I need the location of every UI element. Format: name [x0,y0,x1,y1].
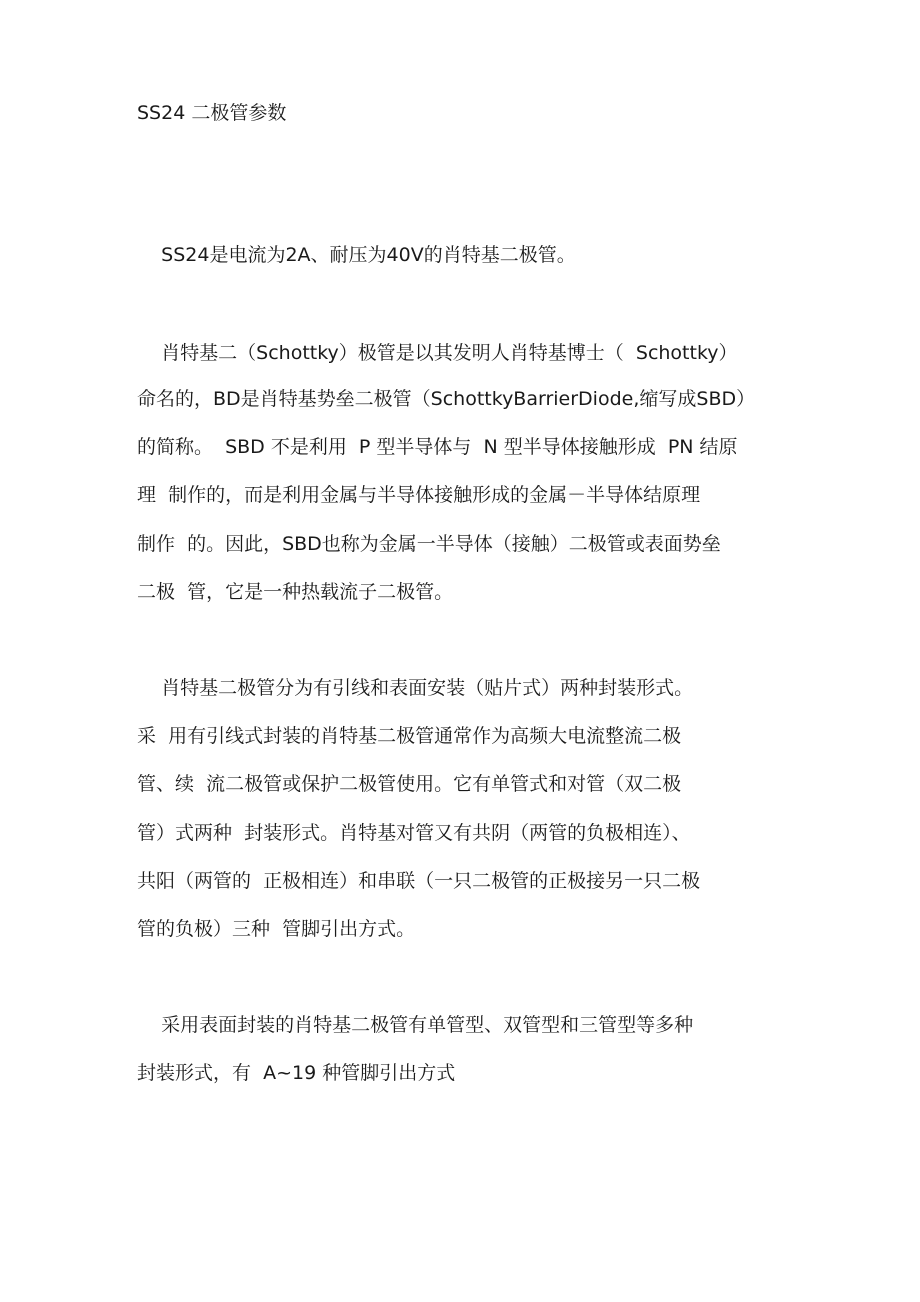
paragraph-line: 命名的，BD是肖特基势垒二极管（SchottkyBarrierDiode,缩写成SBD） [137,388,756,410]
paragraph-line: 管的负极）三种 管脚引出方式。 [137,918,416,940]
paragraph-line: 理 制作的，而是利用金属与半导体接触形成的金属－半导体结原理 [137,484,701,506]
paragraph-line: 封装形式，有 A~19 种管脚引出方式 [137,1062,456,1084]
paragraph-line: 二极 管，它是一种热载流子二极管。 [137,581,454,603]
paragraph-line: 采 用有引线式封装的肖特基二极管通常作为高频大电流整流二极 [137,725,682,747]
paragraph-line: 共阳（两管的 正极相连）和串联（一只二极管的正极接另一只二极 [137,870,701,892]
paragraph-line: SS24是电流为2A、耐压为40V的肖特基二极管。 [137,244,576,266]
paragraph-line: 制作 的。因此，SBD也称为金属一半导体（接触）二极管或表面势垒 [137,533,721,555]
paragraph-line: 采用表面封装的肖特基二极管有单管型、双管型和三管型等多种 [137,1014,694,1036]
paragraph-line: 管、续 流二极管或保护二极管使用。它有单管式和对管（双二极 [137,773,682,795]
paragraph-line: 管）式两种 封装形式。肖特基对管又有共阴（两管的负极相连）、 [137,822,691,844]
document-title: SS24 二极管参数 [137,102,287,124]
paragraph-line: 肖特基二（Schottky）极管是以其发明人肖特基博士（ Schottky） [137,342,738,364]
paragraph-line: 的简称。 SBD 不是利用 P 型半导体与 N 型半导体接触形成 PN 结原 [137,436,738,458]
paragraph-line: 肖特基二极管分为有引线和表面安装（贴片式）两种封装形式。 [137,677,694,699]
